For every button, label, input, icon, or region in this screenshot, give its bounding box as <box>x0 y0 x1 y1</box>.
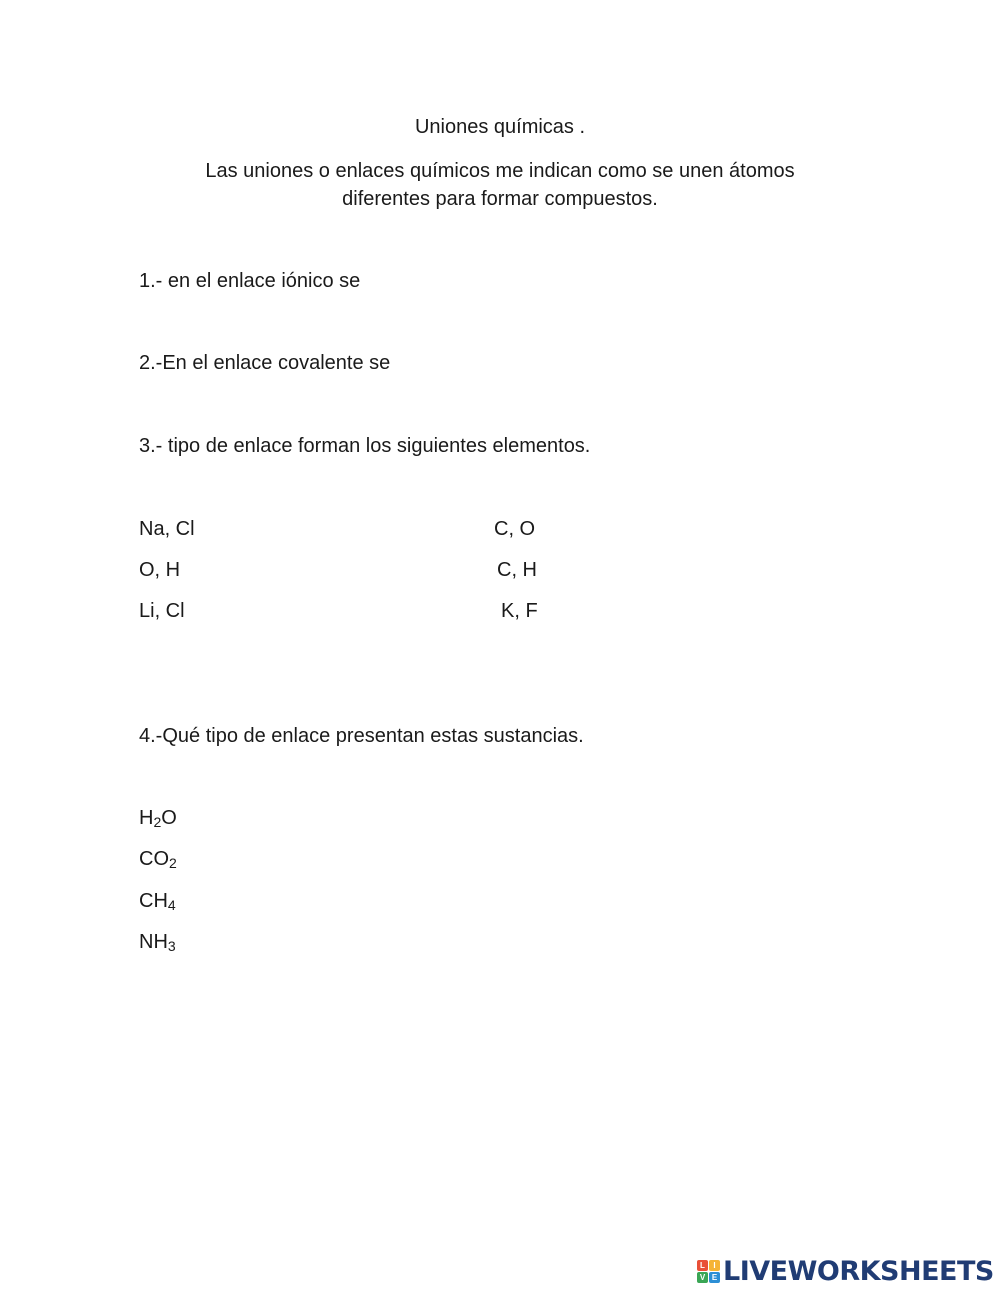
intro-line-1: Las uniones o enlaces químicos me indican como se unen átomos <box>205 160 795 182</box>
pair-left-3: Li, Cl <box>139 600 185 622</box>
substance-ammonia: $NH_3$ <box>139 931 176 954</box>
page-title: Uniones químicas . <box>414 116 586 138</box>
substance-carbon-dioxide: $CO_2$ <box>139 848 177 871</box>
intro-paragraph <box>150 157 850 213</box>
pair-left-1: Na, Cl <box>139 518 195 540</box>
question-1: 1.- en el enlace iónico se <box>139 270 361 292</box>
pair-right-1: C, O <box>494 518 536 540</box>
substance-methane: $CH_4$ <box>139 890 176 913</box>
question-2: 2.-En el enlace covalente se <box>139 352 391 374</box>
liveworksheets-logo <box>697 1256 994 1286</box>
logo-mark-icon: L I V E <box>697 1260 720 1283</box>
logo-text: LIVEWORKSHEETS <box>723 1255 994 1287</box>
substance-water: $H_2O$ <box>139 807 177 830</box>
pair-left-2: O, H <box>139 559 181 581</box>
question-4: 4.-Qué tipo de enlace presentan estas sustancias. <box>139 725 584 747</box>
pair-right-2: C, H <box>497 559 537 581</box>
question-3: 3.- tipo de enlace forman los siguientes elementos. <box>139 435 591 457</box>
pair-right-3: K, F <box>501 600 538 622</box>
intro-line-2: diferentes para formar compuestos. <box>342 188 658 210</box>
